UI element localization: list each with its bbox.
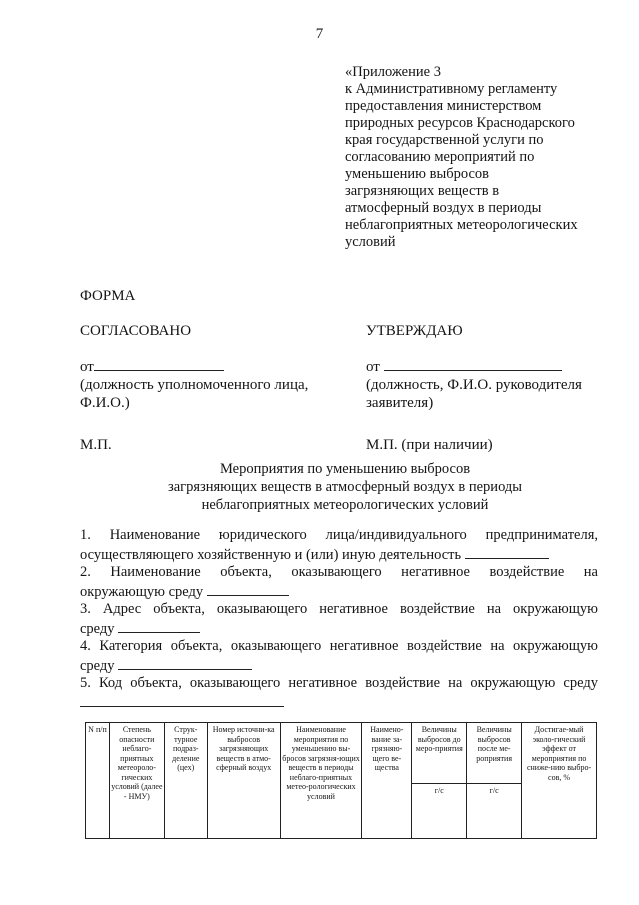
appendix-line: загрязняющих веществ в	[345, 183, 500, 199]
document-title	[80, 460, 610, 514]
item-4-text: среду	[80, 657, 115, 674]
header-hazard-level: Степень опасности неблаго-приятных метеороло-гических условий (далее - НМУ)	[109, 723, 164, 839]
unit-before: г/с	[412, 784, 467, 839]
item-4-blank[interactable]	[118, 656, 252, 670]
item-3-text: среду	[80, 620, 115, 637]
item-1-line: 1. Наименование юридического лица/индивидуального предпринимателя,	[80, 527, 598, 543]
agreed-from-line	[80, 357, 330, 376]
header-ecological-effect: Достигае-мый эколо-гический эффект от мероприятия по сниже-нию выбро-сов, %	[522, 723, 597, 839]
item-2-text: окружающую среду	[80, 583, 204, 600]
item-4-line	[80, 656, 598, 676]
appendix-line: к Административному регламенту	[345, 81, 558, 97]
appendix-note	[345, 64, 615, 251]
page-number: 7	[315, 26, 324, 42]
header-number: N п/п	[86, 723, 110, 839]
approved-stamp: М.П. (при наличии)	[366, 437, 493, 453]
approved-from-label: от	[366, 359, 380, 375]
item-5-line: 5. Код объекта, оказывающего негативное воздействие на окружающую среду	[80, 675, 598, 691]
item-3-line	[80, 619, 598, 639]
measures-table	[85, 722, 597, 839]
item-5-line	[80, 693, 598, 713]
appendix-line: «Приложение 3	[345, 64, 441, 80]
header-emissions-after: Величины выбросов после ме-роприятия	[467, 723, 522, 784]
agreed-from-blank[interactable]	[94, 357, 224, 371]
appendix-line: края государственной услуги по	[345, 132, 544, 148]
agreed-heading: СОГЛАСОВАНО	[80, 323, 192, 339]
item-1-line	[80, 545, 598, 565]
form-label: ФОРМА	[80, 288, 136, 304]
agreed-note: (должность уполномоченного лица,	[80, 377, 309, 393]
title-line: загрязняющих веществ в атмосферный воздух в периоды	[167, 479, 523, 495]
item-2-line: 2. Наименование объекта, оказывающего негативное воздействие на	[80, 564, 598, 580]
item-3-line: 3. Адрес объекта, оказывающего негативное воздействие на окружающую	[80, 601, 598, 617]
approved-note: заявителя)	[366, 395, 434, 411]
item-1-text: осуществляющего хозяйственную и (или) иную деятельность	[80, 546, 462, 563]
item-5-blank[interactable]	[80, 693, 284, 707]
header-source-number: Номер источни-ка выбросов загрязняющих веществ в атмо-сферный воздух	[207, 723, 280, 839]
appendix-line: предоставления министерством	[345, 98, 542, 114]
agreed-block	[80, 322, 330, 454]
agreed-stamp: М.П.	[80, 437, 112, 453]
item-4-line: 4. Категория объекта, оказывающего негативное воздействие на окружающую	[80, 638, 598, 654]
approved-from-line	[366, 357, 626, 376]
appendix-line: уменьшению выбросов	[345, 166, 489, 182]
approved-note: (должность, Ф.И.О. руководителя	[366, 377, 582, 393]
appendix-line: условий	[345, 234, 396, 250]
header-emissions-before: Величины выбросов до меро-приятия	[412, 723, 467, 784]
header-subdivision: Струк-турное подраз-деление (цех)	[164, 723, 207, 839]
appendix-line: атмосферный воздух в периоды	[345, 200, 542, 216]
header-pollutant-name: Наимено-вание за-грязняю-щего ве-щества	[362, 723, 412, 839]
header-measure-name: Наименование мероприятия по уменьшению вы-бросов загрязня-ющих веществ в периоды неблаго-приятных метео-рологических условий	[280, 723, 362, 839]
approved-from-blank[interactable]	[384, 357, 562, 371]
agreed-from-label: от	[80, 359, 94, 375]
title-line: Мероприятия по уменьшению выбросов	[219, 461, 471, 477]
approved-heading: УТВЕРЖДАЮ	[366, 323, 463, 339]
appendix-line: согласованию мероприятий по	[345, 149, 535, 165]
appendix-line: природных ресурсов Краснодарского	[345, 115, 575, 131]
agreed-note: Ф.И.О.)	[80, 395, 130, 411]
approved-block	[366, 322, 626, 454]
appendix-line: неблагоприятных метеорологических	[345, 217, 578, 233]
item-3-blank[interactable]	[118, 619, 200, 633]
item-2-blank[interactable]	[207, 582, 289, 596]
title-line: неблагоприятных метеорологических условий	[201, 497, 489, 513]
form-items	[80, 527, 598, 712]
unit-after: г/с	[467, 784, 522, 839]
item-2-line	[80, 582, 598, 602]
item-1-blank[interactable]	[465, 545, 549, 559]
